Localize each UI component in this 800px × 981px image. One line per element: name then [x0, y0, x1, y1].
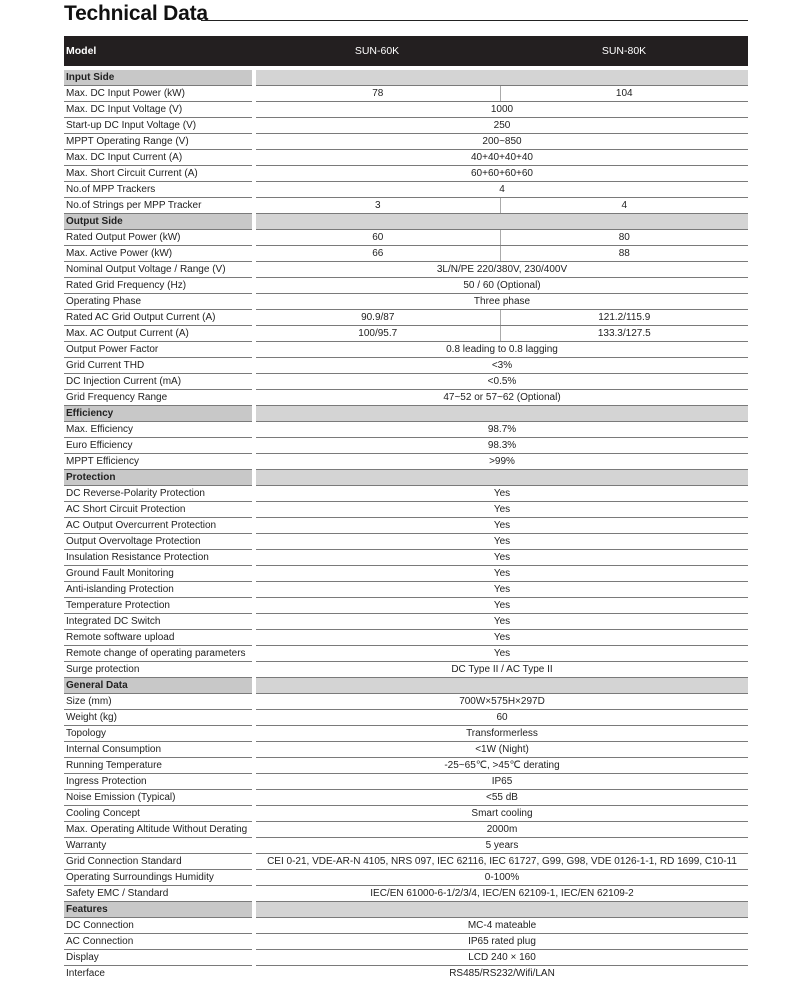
- page-title: Technical Data: [64, 2, 208, 26]
- row-label: Surge protection: [64, 662, 254, 678]
- row-label: Grid Frequency Range: [64, 390, 254, 406]
- table-row: [64, 198, 748, 214]
- row-value-shared: DC Type II / AC Type II: [254, 662, 748, 678]
- section-title: Protection: [64, 470, 254, 486]
- row-value-shared: 200~850: [254, 134, 748, 150]
- row-label: Nominal Output Voltage / Range (V): [64, 262, 254, 278]
- row-value-sun-80k: 80: [500, 230, 748, 246]
- table-row: [64, 630, 748, 646]
- row-value-shared: <1W (Night): [254, 742, 748, 758]
- section-fill: [254, 678, 748, 694]
- row-label: Warranty: [64, 838, 254, 854]
- row-label: Operating Phase: [64, 294, 254, 310]
- table-row: [64, 502, 748, 518]
- row-value-shared: Transformerless: [254, 726, 748, 742]
- row-value-sun-80k: 88: [500, 246, 748, 262]
- row-value-shared: <55 dB: [254, 790, 748, 806]
- row-label: Operating Surroundings Humidity: [64, 870, 254, 886]
- table-row: [64, 438, 748, 454]
- table-row: [64, 166, 748, 182]
- row-value-shared: <3%: [254, 358, 748, 374]
- row-label: Ground Fault Monitoring: [64, 566, 254, 582]
- row-value-shared: MC-4 mateable: [254, 918, 748, 934]
- table-row: [64, 534, 748, 550]
- table-row: [64, 454, 748, 470]
- table-row: [64, 150, 748, 166]
- section-header: [64, 406, 748, 422]
- table-row: [64, 358, 748, 374]
- table-row: [64, 566, 748, 582]
- row-label: Display: [64, 950, 254, 966]
- row-label: DC Connection: [64, 918, 254, 934]
- section-fill: [254, 470, 748, 486]
- row-label: MPPT Efficiency: [64, 454, 254, 470]
- table-row: [64, 134, 748, 150]
- row-label: Integrated DC Switch: [64, 614, 254, 630]
- row-value-shared: RS485/RS232/Wifi/LAN: [254, 966, 748, 981]
- row-value-sun-80k: 4: [500, 198, 748, 214]
- table-row: [64, 262, 748, 278]
- row-value-shared: Yes: [254, 550, 748, 566]
- row-value-sun-80k: 121.2/115.9: [500, 310, 748, 326]
- row-value-shared: Yes: [254, 534, 748, 550]
- table-row: [64, 390, 748, 406]
- table-row: [64, 118, 748, 134]
- row-label: Euro Efficiency: [64, 438, 254, 454]
- row-label: MPPT Operating Range (V): [64, 134, 254, 150]
- section-title: Efficiency: [64, 406, 254, 422]
- row-value-shared: 5 years: [254, 838, 748, 854]
- row-value-shared: 60: [254, 710, 748, 726]
- row-label: AC Output Overcurrent Protection: [64, 518, 254, 534]
- row-value-shared: 98.7%: [254, 422, 748, 438]
- row-label: Max. Operating Altitude Without Derating: [64, 822, 254, 838]
- row-value-shared: 50 / 60 (Optional): [254, 278, 748, 294]
- row-value-sun-60k: 78: [254, 86, 500, 102]
- table-row: [64, 950, 748, 966]
- row-value-shared: IP65 rated plug: [254, 934, 748, 950]
- table-row: [64, 918, 748, 934]
- table-row: [64, 550, 748, 566]
- row-label: AC Short Circuit Protection: [64, 502, 254, 518]
- row-label: Noise Emission (Typical): [64, 790, 254, 806]
- row-label: Anti-islanding Protection: [64, 582, 254, 598]
- row-value-shared: 4: [254, 182, 748, 198]
- row-label: Running Temperature: [64, 758, 254, 774]
- row-value-sun-60k: 66: [254, 246, 500, 262]
- row-label: Grid Connection Standard: [64, 854, 254, 870]
- table-row: [64, 726, 748, 742]
- title-rule: [201, 20, 748, 21]
- table-row: [64, 342, 748, 358]
- row-label: Rated Grid Frequency (Hz): [64, 278, 254, 294]
- row-label: Temperature Protection: [64, 598, 254, 614]
- section-title: Features: [64, 902, 254, 918]
- table-row: [64, 486, 748, 502]
- table-row: [64, 758, 748, 774]
- table-row: [64, 774, 748, 790]
- row-value-shared: Smart cooling: [254, 806, 748, 822]
- table-row: [64, 694, 748, 710]
- row-value-shared: LCD 240 × 160: [254, 950, 748, 966]
- table-row: [64, 86, 748, 102]
- row-value-shared: Yes: [254, 518, 748, 534]
- row-value-shared: Yes: [254, 566, 748, 582]
- row-label: Output Overvoltage Protection: [64, 534, 254, 550]
- section-fill: [254, 902, 748, 918]
- row-label: Weight (kg): [64, 710, 254, 726]
- table-row: [64, 662, 748, 678]
- row-value-shared: Yes: [254, 502, 748, 518]
- technical-data-table: [64, 36, 748, 981]
- section-title: Input Side: [64, 70, 254, 86]
- section-fill: [254, 70, 748, 86]
- row-value-shared: CEI 0-21, VDE-AR-N 4105, NRS 097, IEC 62116, IEC 61727, G99, G98, VDE 0126-1-1, RD 1699, C10-11: [254, 854, 748, 870]
- row-value-sun-80k: 104: [500, 86, 748, 102]
- row-value-sun-60k: 90.9/87: [254, 310, 500, 326]
- row-value-shared: Yes: [254, 614, 748, 630]
- table-body: [64, 66, 748, 981]
- row-value-shared: Yes: [254, 598, 748, 614]
- row-label: Start-up DC Input Voltage (V): [64, 118, 254, 134]
- row-value-shared: 700W×575H×297D: [254, 694, 748, 710]
- row-label: Topology: [64, 726, 254, 742]
- section-title: General Data: [64, 678, 254, 694]
- table-row: [64, 710, 748, 726]
- row-label: Max. DC Input Voltage (V): [64, 102, 254, 118]
- section-header: [64, 902, 748, 918]
- section-header: [64, 470, 748, 486]
- row-value-shared: 2000m: [254, 822, 748, 838]
- row-label: DC Injection Current (mA): [64, 374, 254, 390]
- row-value-shared: 0-100%: [254, 870, 748, 886]
- table-row: [64, 326, 748, 342]
- row-value-shared: -25~65℃, >45℃ derating: [254, 758, 748, 774]
- row-label: AC Connection: [64, 934, 254, 950]
- row-value-shared: 40+40+40+40: [254, 150, 748, 166]
- row-value-sun-60k: 60: [254, 230, 500, 246]
- table-row: [64, 790, 748, 806]
- row-value-shared: Yes: [254, 582, 748, 598]
- row-value-sun-60k: 100/95.7: [254, 326, 500, 342]
- row-label: Max. DC Input Power (kW): [64, 86, 254, 102]
- row-label: Insulation Resistance Protection: [64, 550, 254, 566]
- table-row: [64, 582, 748, 598]
- row-label: Max. Active Power (kW): [64, 246, 254, 262]
- table-row: [64, 614, 748, 630]
- row-value-shared: 98.3%: [254, 438, 748, 454]
- row-label: DC Reverse-Polarity Protection: [64, 486, 254, 502]
- row-value-shared: 0.8 leading to 0.8 lagging: [254, 342, 748, 358]
- table-row: [64, 374, 748, 390]
- section-header: [64, 214, 748, 230]
- table-row: [64, 854, 748, 870]
- table-row: [64, 278, 748, 294]
- row-label: Rated AC Grid Output Current (A): [64, 310, 254, 326]
- row-label: Max. DC Input Current (A): [64, 150, 254, 166]
- row-label: Interface: [64, 966, 254, 981]
- row-label: Cooling Concept: [64, 806, 254, 822]
- table-row: [64, 294, 748, 310]
- table-row: [64, 182, 748, 198]
- row-value-shared: 60+60+60+60: [254, 166, 748, 182]
- section-title: Output Side: [64, 214, 254, 230]
- row-label: Grid Current THD: [64, 358, 254, 374]
- table-row: [64, 422, 748, 438]
- table-row: [64, 870, 748, 886]
- row-value-shared: 250: [254, 118, 748, 134]
- header-sun-80k: SUN-80K: [500, 36, 748, 66]
- table-row: [64, 742, 748, 758]
- table-row: [64, 966, 748, 981]
- table-row: [64, 102, 748, 118]
- row-label: Max. Short Circuit Current (A): [64, 166, 254, 182]
- row-label: Max. Efficiency: [64, 422, 254, 438]
- row-label: Internal Consumption: [64, 742, 254, 758]
- row-label: Output Power Factor: [64, 342, 254, 358]
- header-model: Model: [64, 36, 254, 66]
- section-header: [64, 678, 748, 694]
- row-value-shared: 3L/N/PE 220/380V, 230/400V: [254, 262, 748, 278]
- header-row: [64, 36, 748, 66]
- row-value-sun-60k: 3: [254, 198, 500, 214]
- row-label: Safety EMC / Standard: [64, 886, 254, 902]
- header-sun-60k: SUN-60K: [254, 36, 500, 66]
- table-row: [64, 598, 748, 614]
- section-fill: [254, 214, 748, 230]
- title-area: [64, 0, 748, 30]
- row-label: Remote software upload: [64, 630, 254, 646]
- table-row: [64, 646, 748, 662]
- row-label: No.of Strings per MPP Tracker: [64, 198, 254, 214]
- row-label: Size (mm): [64, 694, 254, 710]
- row-value-shared: Yes: [254, 646, 748, 662]
- table-row: [64, 934, 748, 950]
- row-label: No.of MPP Trackers: [64, 182, 254, 198]
- row-label: Rated Output Power (kW): [64, 230, 254, 246]
- table-row: [64, 886, 748, 902]
- section-fill: [254, 406, 748, 422]
- row-value-shared: Yes: [254, 486, 748, 502]
- row-value-shared: IEC/EN 61000-6-1/2/3/4, IEC/EN 62109-1, IEC/EN 62109-2: [254, 886, 748, 902]
- row-value-shared: >99%: [254, 454, 748, 470]
- row-value-sun-80k: 133.3/127.5: [500, 326, 748, 342]
- row-value-shared: 47~52 or 57~62 (Optional): [254, 390, 748, 406]
- table-row: [64, 838, 748, 854]
- table-row: [64, 518, 748, 534]
- section-header: [64, 70, 748, 86]
- table-row: [64, 822, 748, 838]
- row-label: Remote change of operating parameters: [64, 646, 254, 662]
- table-row: [64, 246, 748, 262]
- table-row: [64, 230, 748, 246]
- row-value-shared: <0.5%: [254, 374, 748, 390]
- table-row: [64, 310, 748, 326]
- row-value-shared: Three phase: [254, 294, 748, 310]
- table-row: [64, 806, 748, 822]
- row-value-shared: Yes: [254, 630, 748, 646]
- row-label: Ingress Protection: [64, 774, 254, 790]
- row-value-shared: IP65: [254, 774, 748, 790]
- row-label: Max. AC Output Current (A): [64, 326, 254, 342]
- row-value-shared: 1000: [254, 102, 748, 118]
